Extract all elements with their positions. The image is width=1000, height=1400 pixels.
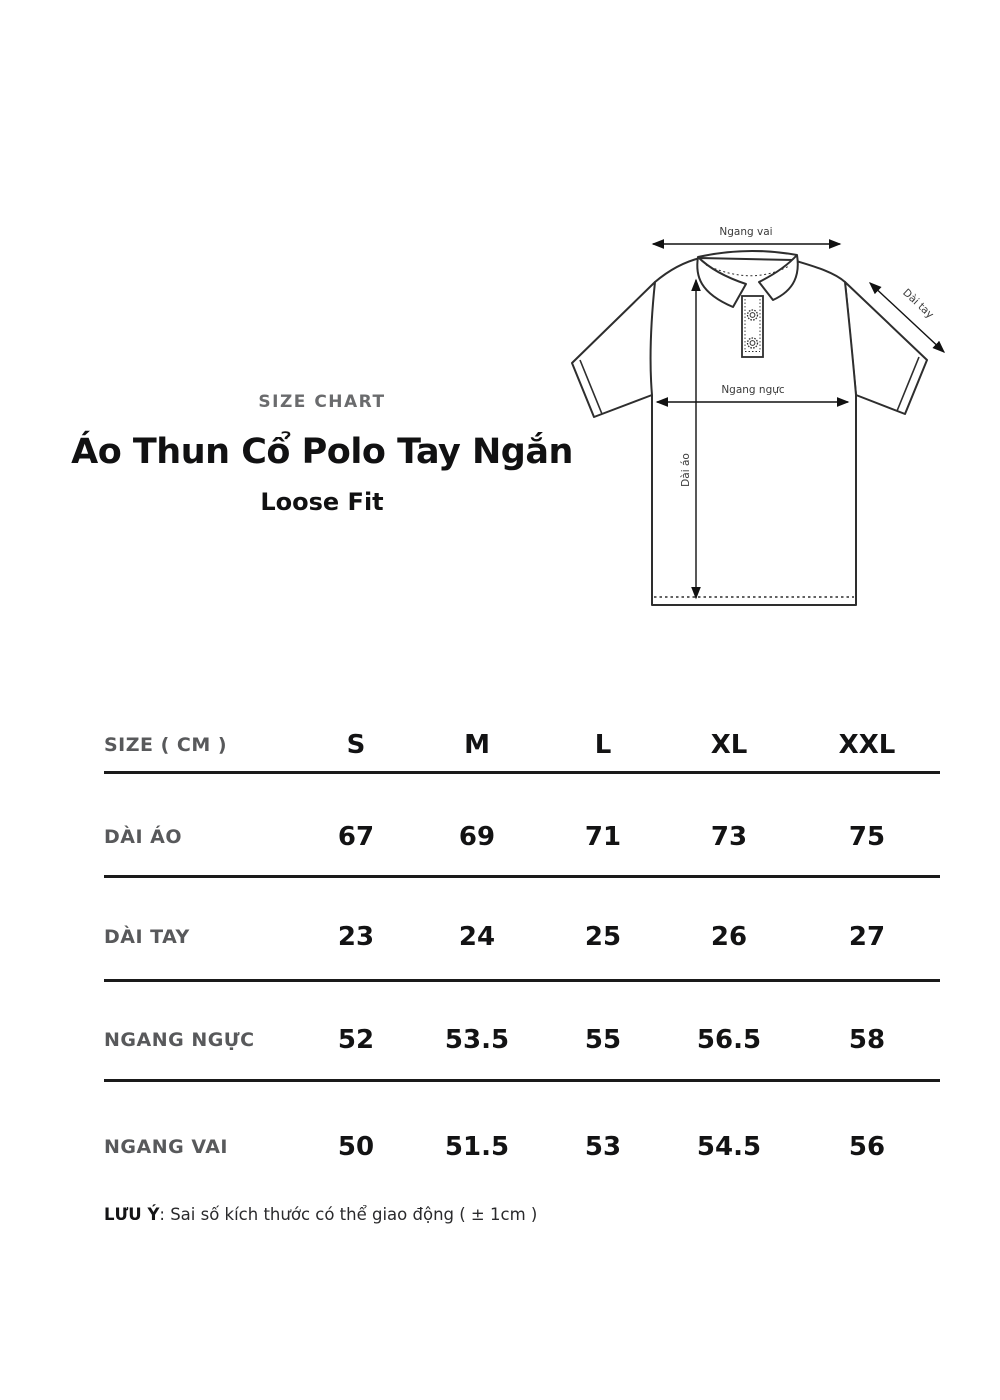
value-cell: 73 — [710, 821, 748, 852]
row-label: NGANG VAI — [104, 1136, 229, 1158]
size-col-xl: XL — [710, 729, 748, 760]
note-text: : Sai số kích thước có thể giao động ( ± 1cm ) — [159, 1205, 538, 1224]
value-cell: 75 — [848, 821, 886, 852]
chest-dimension-label: Ngang ngực — [721, 384, 785, 396]
value-cell: 26 — [710, 921, 748, 952]
placket — [742, 296, 763, 357]
value-cell: 25 — [584, 921, 622, 952]
value-cell: 53 — [584, 1132, 622, 1162]
table-header-row — [104, 718, 940, 774]
size-table — [104, 718, 940, 1186]
row-label: NGANG NGỰC — [104, 1028, 255, 1051]
value-cell: 52 — [337, 1024, 375, 1055]
value-cell: 50 — [337, 1132, 375, 1162]
sleeve-dimension-label: Dài tay — [900, 286, 936, 321]
value-cell: 54.5 — [696, 1132, 762, 1162]
page-title: Áo Thun Cổ Polo Tay Ngắn — [71, 432, 573, 472]
unit-label: SIZE ( CM ) — [104, 733, 228, 756]
tolerance-note — [104, 1205, 537, 1224]
value-cell: 69 — [458, 821, 496, 852]
size-col-xxl: XXL — [838, 729, 896, 760]
value-cell: 27 — [848, 921, 886, 952]
value-cell: 55 — [584, 1024, 622, 1055]
fit-subtitle: Loose Fit — [260, 488, 384, 516]
size-col-m: M — [464, 729, 490, 760]
value-cell: 51.5 — [444, 1132, 510, 1162]
value-cell: 67 — [337, 821, 375, 852]
size-col-s: S — [346, 729, 366, 760]
value-cell: 23 — [337, 921, 375, 952]
shoulder-dimension — [653, 226, 840, 244]
row-label: DÀI ÁO — [104, 825, 183, 848]
note-label: LƯU Ý — [104, 1205, 160, 1224]
table-row-ngang-nguc — [104, 982, 940, 1082]
eyebrow-label: SIZE CHART — [258, 392, 386, 412]
shoulder-dimension-label: Ngang vai — [719, 226, 773, 238]
row-label: DÀI TAY — [104, 925, 190, 948]
value-cell: 58 — [848, 1024, 886, 1055]
size-col-l: L — [594, 729, 612, 760]
value-cell: 53.5 — [444, 1024, 510, 1055]
table-row-dai-tay — [104, 878, 940, 982]
value-cell: 56.5 — [696, 1024, 762, 1055]
polo-shirt-diagram — [550, 220, 960, 620]
value-cell: 24 — [458, 921, 496, 952]
title-block — [35, 392, 609, 516]
length-dimension-label: Dài áo — [680, 453, 692, 487]
value-cell: 71 — [584, 821, 622, 852]
table-row-ngang-vai — [104, 1082, 940, 1186]
value-cell: 56 — [848, 1132, 886, 1162]
table-row-dai-ao — [104, 774, 940, 878]
